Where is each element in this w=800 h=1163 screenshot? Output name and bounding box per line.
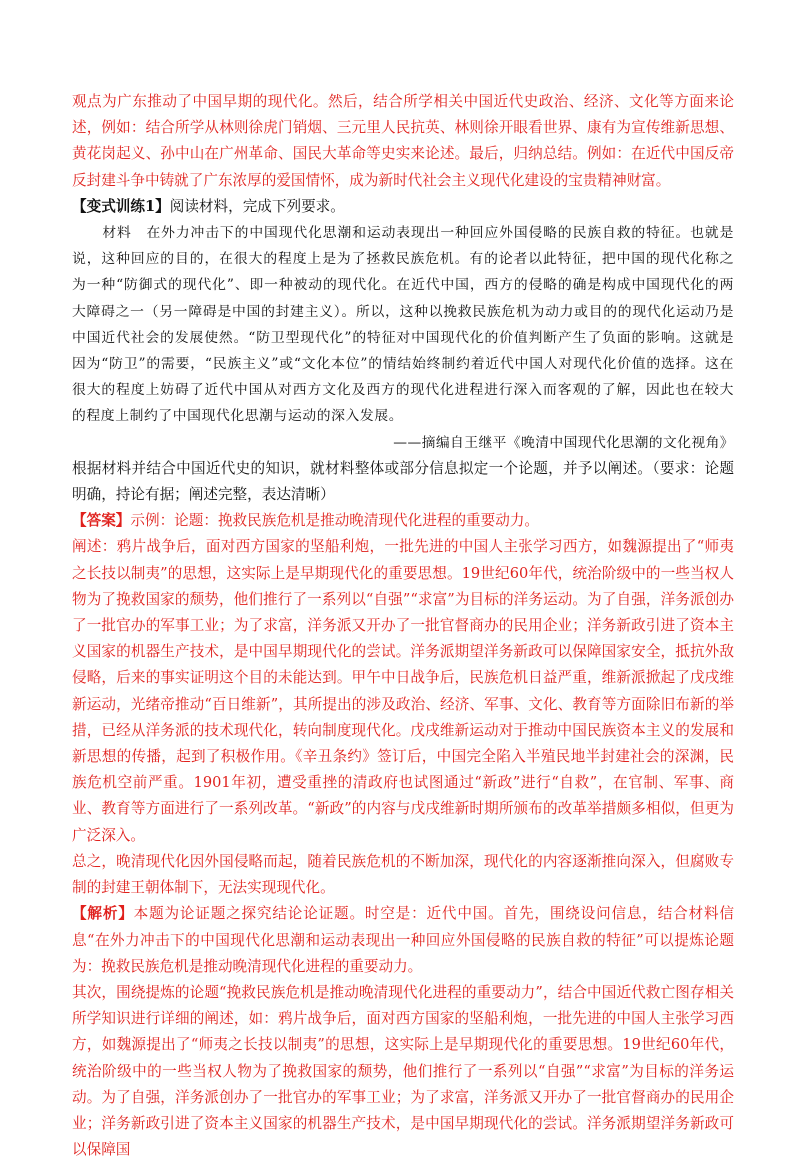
answer-thesis-line: [72, 508, 734, 534]
material-source: ——摘编自王继平《晚清中国现代化思潮的文化视角》: [393, 434, 734, 451]
exercise-instruction: 阅读材料，完成下列要求。: [169, 197, 345, 215]
exercise-label: 【变式训练1】: [72, 197, 170, 215]
answer-elaboration: 阐述：鸦片战争后，面对西方国家的坚船利炮，一批先进的中国人主张学习西方，如魏源提出了“师夷之长技以制夷”的思想，这实际上是早期现代化的重要思想。19世纪60年代，统治阶级中的一些当权人物为了挽救国家的颓势，他们推行了一系列以“自强”“求富”为目标的洋务运动。为了自强，洋务派创办了一批官办的军事工业；为了求富，洋务派又开办了一批官督商办的民用企业；洋务新政引进了资本主义国家的机器生产技术，是中国早期现代化的尝试。洋务派期望洋务新政可以保障国家安全，抵抗外敌侵略，后来的事实证明这个目的未能达到。甲午中日战争后，民族危机日益严重，维新派掀起了戊戌维新运动，光绪帝推动“百日维新”，其所提出的涉及政治、经济、军事、文化、教育等方面除旧布新的举措，已经从洋务派的技术现代化，转向制度现代化。戊戌维新运动对于推动中国民族资本主义的发展和新思想的传播，起到了积极作用。《辛丑条约》签订后，中国完全陷入半殖民地半封建社会的深渊，民族危机空前严重。1901年初，遭受重挫的清政府也试图通过“新政”进行“自救”，在官制、军事、商业、教育等方面进行了一系列改革。“新政”的内容与戊戌维新时期所颁布的改革举措颇多相似，但更为广泛深入。: [72, 538, 734, 844]
answer-label: 【答案】: [72, 512, 131, 530]
exercise-heading: [72, 194, 734, 220]
analysis-text-1: 本题为论证题之探究结论论证题。时空是：近代中国。首先，围绕设问信息，结合材料信息“在外力冲击下的中国现代化思潮和运动表现出一种回应外国侵略的民族自救的特征”可以提炼论题为：挽救民族危机是推动晚清现代化进程的重要动力。: [72, 905, 734, 975]
intro-paragraph: 观点为广东推动了中国早期的现代化。然后，结合所学相关中国近代史政治、经济、文化等方面来论述，例如：结合所学从林则徐虎门销烟、三元里人民抗英、林则徐开眼看世界、康有为宣传维新思想、黄花岗起义、孙中山在广州革命、国民大革命等史实来论述。最后，归纳总结。例如：在近代中国反帝反封建斗争中铸就了广东浓厚的爱国情怀，成为新时代社会主义现代化建设的宝贵精神财富。: [72, 93, 734, 189]
material-text: 材料 在外力冲击下的中国现代化思潮和运动表现出一种回应外国侵略的民族自救的特征。也就是说，这种回应的目的，在很大的程度上是为了拯救民族危机。有的论者以此特征，把中国的现代化称之为一种“防御式的现代化”、即一种被动的现代化。在近代中国，西方的侵略的确是构成中国现代化的两大障碍之一（另一障碍是中国的封建主义）。所以，这种以挽救民族危机为动力或目的的现代化运动乃是中国近代社会的发展使然。“防卫型现代化”的特征对中国现代化的价值判断产生了负面的影响。这就是因为“防卫”的需要，“民族主义”或“文化本位”的情结始终制约着近代中国人对现代化价值的选择。这在很大的程度上妨碍了近代中国从对西方文化及西方的现代化进程进行深入而客观的了解，因此也在较大的程度上制约了中国现代化思潮与运动的深入发展。: [72, 225, 734, 425]
question-text: 根据材料并结合中国近代史的知识，就材料整体或部分信息拟定一个论题，并予以阐述。（要求：论题明确，持论有据；阐述完整，表达清晰）: [72, 459, 734, 504]
answer-thesis: 示例：论题：挽救民族危机是推动晚清现代化进程的重要动力。: [130, 512, 540, 530]
document-page: [72, 89, 734, 1163]
analysis-paragraph-1: [72, 901, 734, 980]
answer-summary: 总之，晚清现代化因外国侵略而起，随着民族危机的不断加深，现代化的内容逐渐推向深入，但腐败专制的封建王朝体制下，无法实现现代化。: [72, 852, 734, 897]
analysis-paragraph-2: 其次，围绕提炼的论题“挽救民族危机是推动晚清现代化进程的重要动力”，结合中国近代救亡图存相关所学知识进行详细的阐述，如：鸦片战争后，面对西方国家的坚船利炮，一批先进的中国人主张学习西方，如魏源提出了“师夷之长技以制夷”的思想，这实际上是早期现代化的重要思想。19世纪60年代，统治阶级中的一些当权人物为了挽救国家的颓势，他们推行了一系列以“自强”“求富”为目标的洋务运动。为了自强，洋务派创办了一批官办的军事工业；为了求富，洋务派又开办了一批官督商办的民用企业；洋务新政引进了资本主义国家的机器生产技术，是中国早期现代化的尝试。洋务派期望洋务新政可以保障国: [72, 983, 734, 1159]
analysis-label: 【解析】: [72, 905, 134, 923]
